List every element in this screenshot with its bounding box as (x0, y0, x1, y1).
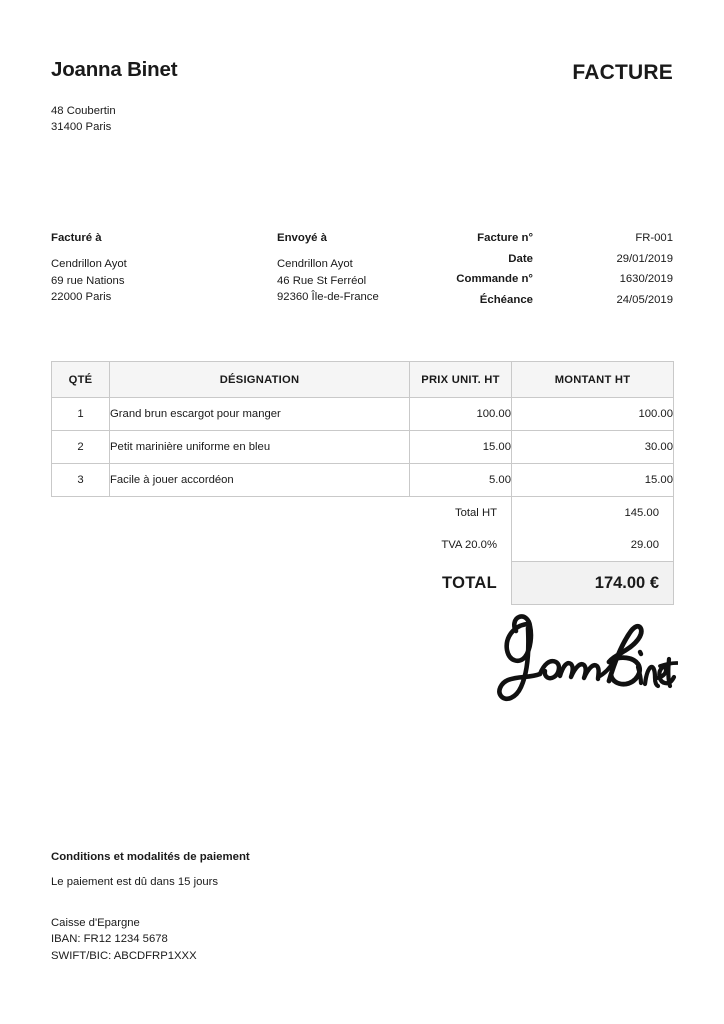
meta-value: 24/05/2019 (616, 293, 673, 306)
table-row (52, 398, 674, 431)
bank-details (51, 915, 551, 965)
grand-total-label: TOTAL (442, 573, 497, 592)
meta-row-order-number (373, 273, 673, 285)
bill-to-line: 22000 Paris (51, 291, 112, 303)
ship-to-title: Envoyé à (277, 232, 328, 244)
table-row (52, 464, 674, 497)
invoice-footer (51, 851, 551, 964)
line-items-table (51, 361, 674, 605)
signature-image (488, 604, 678, 716)
subtotal-label: Total HT (454, 507, 497, 519)
document-title: FACTURE (572, 61, 673, 84)
table-row (52, 431, 674, 464)
bank-iban: IBAN: FR12 1234 5678 (51, 933, 168, 945)
tax-row (52, 529, 674, 562)
cell-qty: 3 (52, 464, 110, 497)
issuer-address-line: 31400 Paris (51, 121, 112, 133)
column-header-description: DÉSIGNATION (110, 362, 410, 398)
meta-label: Échéance (479, 293, 533, 306)
parties-section (51, 232, 673, 327)
cell-unit-price: 15.00 (410, 431, 512, 464)
bill-to-line: 69 rue Nations (51, 274, 125, 287)
meta-row-date (373, 253, 673, 265)
column-header-amount: MONTANT HT (512, 362, 674, 398)
subtotal-row (52, 497, 674, 530)
cell-amount: 100.00 (512, 398, 674, 431)
cell-qty: 1 (52, 398, 110, 431)
cell-description: Facile à jouer accordéon (110, 464, 410, 497)
ship-to-line: Cendrillon Ayot (277, 258, 353, 270)
tax-value: 29.00 (512, 529, 674, 562)
bank-swift: SWIFT/BIC: ABCDFRP1XXX (51, 949, 197, 962)
cell-unit-price: 100.00 (410, 398, 512, 431)
ship-to-line: 92360 Île-de-France (277, 291, 379, 303)
grand-total-value: 174.00 € (512, 562, 674, 605)
bill-to-block (51, 232, 127, 306)
meta-label: Facture n° (477, 232, 533, 244)
invoice-meta-block (373, 232, 673, 314)
cell-amount: 15.00 (512, 464, 674, 497)
payment-terms-text: Le paiement est dû dans 15 jours (51, 876, 219, 888)
column-header-unit-price: PRIX UNIT. HT (410, 362, 512, 398)
meta-label: Commande n° (456, 273, 533, 285)
meta-value: FR-001 (635, 232, 673, 244)
payment-terms-title: Conditions et modalités de paiement (51, 851, 250, 863)
grand-total-row (52, 562, 674, 605)
issuer-address-line: 48 Coubertin (51, 104, 116, 117)
tax-label: TVA 20.0% (441, 539, 497, 552)
meta-value: 1630/2019 (619, 273, 673, 285)
ship-to-block (277, 232, 379, 306)
invoice-header (51, 60, 673, 160)
meta-value: 29/01/2019 (616, 252, 673, 265)
bill-to-title: Facturé à (51, 232, 102, 244)
cell-qty: 2 (52, 431, 110, 464)
cell-description: Petit marinière uniforme en bleu (110, 431, 410, 464)
bank-name: Caisse d'Epargne (51, 916, 140, 929)
issuer-name: Joanna Binet (51, 58, 178, 81)
cell-description: Grand brun escargot pour manger (110, 398, 410, 431)
bill-to-line: Cendrillon Ayot (51, 258, 127, 270)
issuer-address (51, 103, 673, 136)
meta-label: Date (508, 252, 533, 265)
meta-row-due-date (373, 294, 673, 306)
subtotal-value: 145.00 (512, 497, 674, 530)
column-header-qty: QTÉ (52, 362, 110, 398)
cell-unit-price: 5.00 (410, 464, 512, 497)
meta-row-invoice-number (373, 232, 673, 244)
table-header-row (52, 362, 674, 398)
ship-to-line: 46 Rue St Ferréol (277, 274, 367, 287)
cell-amount: 30.00 (512, 431, 674, 464)
